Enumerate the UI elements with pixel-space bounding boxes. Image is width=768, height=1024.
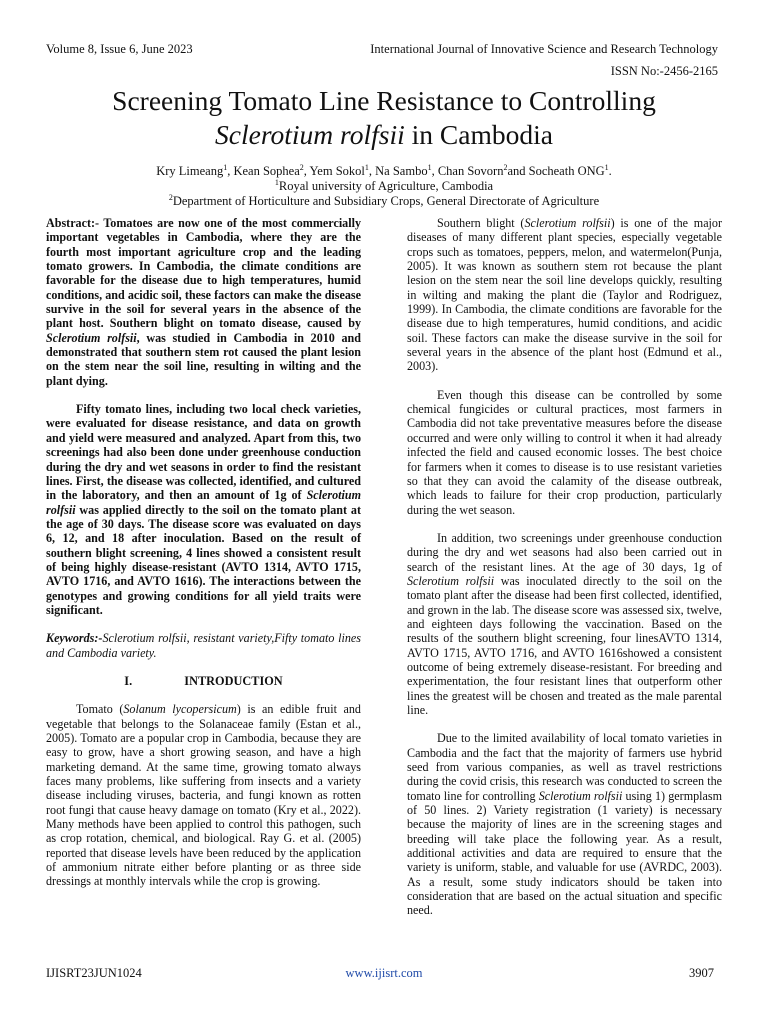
affiliation-2 bbox=[40, 194, 728, 209]
author: , Na Sambo bbox=[368, 164, 428, 178]
section-heading-introduction bbox=[46, 674, 361, 688]
body-paragraph-3: In addition, two screenings under greenhouse conduction during the dry and wet seasons had also been carried out in search of the resistant lines. At the age of 30 days, 1g of Sclerotium rolfsii was inoculated directly to the soil on the tomato plant after the disease had been first collected, identified, and grown in the lab. The disease score was assessed six, twelve, and eighteen days following the vaccination. Based on the results of the southern blight screening, four linesAVTO 1314, AVTO 1715, AVTO 1716, and AVTO 1616showed a consistent outcome of being extremely disease-resistant. For breeding and experimentation, the four resistant lines that outperform other lines the greatest will be chosen and treated as the male parental line. bbox=[407, 530, 723, 717]
affiliation-mark: 2 bbox=[503, 162, 508, 172]
author: , Yem Sokol bbox=[303, 164, 365, 178]
affiliation-mark: 1 bbox=[604, 162, 609, 172]
paper-code: IJISRT23JUN1024 bbox=[46, 966, 142, 980]
journal-url-link[interactable]: www.ijisrt.com bbox=[345, 966, 423, 980]
title-line-2 bbox=[40, 118, 728, 152]
author-end: . bbox=[608, 164, 612, 178]
affiliation-mark: 1 bbox=[274, 177, 279, 187]
section-title: INTRODUCTION bbox=[184, 673, 283, 688]
author: Kry Limeang bbox=[156, 164, 224, 178]
affiliation-mark: 1 bbox=[364, 162, 369, 172]
author: and Socheath ONG bbox=[507, 164, 605, 178]
affiliation-mark: 1 bbox=[223, 162, 228, 172]
title-line-1: Screening Tomato Line Resistance to Controlling bbox=[112, 85, 656, 116]
affiliation-mark: 2 bbox=[168, 192, 173, 202]
section-number: I. bbox=[124, 673, 133, 688]
author: , Kean Sophea bbox=[227, 164, 300, 178]
intro-paragraph-1: Tomato (Solanum lycopersicum) is an edible fruit and vegetable that belongs to the Solanaceae family (Estan et al., 2005). Tomato are a popular crop in Cambodia, because they are easy to grow, have a short growing season, and have a high marketing demand. At the same time, growing tomato always faces many problems, like suffering from insects and a variety disease including viruses, bacteria, and fungi known as rotten root fungi that cause heavy damage on tomato (Kry et al., 2022). Many methods have been applied to control this pathogen, such as crop rotation, chemical, and biological. Ray G. et al. (2005) reported that disease levels have been reduced by the application of ammonium nitrate either before planting or as three side dressings at monthly intervals while the crop is growing. bbox=[46, 702, 361, 889]
author: , Chan Sovorn bbox=[431, 164, 504, 178]
title-tail: in Cambodia bbox=[404, 119, 553, 150]
left-column bbox=[46, 216, 361, 889]
page-number: 3907 bbox=[689, 966, 714, 980]
keywords-label: Keywords:- bbox=[46, 631, 103, 646]
keywords bbox=[46, 631, 361, 660]
affiliation-text: Department of Horticulture and Subsidiary Crops, General Directorate of Agriculture bbox=[172, 194, 600, 208]
title-species: Sclerotium rolfsii bbox=[215, 119, 405, 150]
affiliation-text: Royal university of Agriculture, Cambodia bbox=[278, 179, 494, 193]
keywords-text: Sclerotium rolfsii, resistant variety,Fifty tomato lines and Cambodia variety. bbox=[46, 631, 361, 660]
affiliation-1 bbox=[40, 179, 728, 194]
body-paragraph-1: Southern blight (Sclerotium rolfsii) is one of the major diseases of many different plant species, especially vegetable crops such as tomatoes, peppers, melon, and watermelon(Punja, 2005). It was known as southern stem rot because the plant lesion on the stem near the soil line develops quickly, resulting in wilting and making the plant die (Taylor and Rodriguez, 1999). In Cambodia, the climate conditions are favorable for the disease due to high temperatures, humid conditions, and acidic soil. These factors can make the disease survive in the soil for several years in the absence of the plant host (Edmund et al., 2003). bbox=[407, 216, 722, 374]
author-list bbox=[40, 164, 728, 179]
volume-issue: Volume 8, Issue 6, June 2023 bbox=[46, 42, 193, 56]
author-block bbox=[40, 164, 728, 209]
paper-title bbox=[40, 84, 728, 152]
body-paragraph-4: Due to the limited availability of local tomato varieties in Cambodia and the fact that the majority of farmers use hybrid seed from various companies, as well as travel restrictions during the covid crisis, this research was conducted to screen the tomato line for controlling Sclerotium rolfsii using 1) germplasm of 50 lines. 2) Variety registration (1 variety) is necessary because the majority of lines are in the screening stages and breeding will take place the following year. As a result, additional activities and data are required to ensure that the variety is uniform, stable, and valuable for use (AVRDC, 2003). As a result, some study indicators should be taken into consideration that are based on the actual situation and specific need. bbox=[407, 731, 722, 918]
abstract-paragraph-2: Fifty tomato lines, including two local check varieties, were evaluated for disease resistance, and data on growth and yield were measured and analyzed. Apart from this, two screenings had also been done under greenhouse conduction during the dry and wet seasons in order to find the resistant lines. First, the disease was collected, identified, and cultured in the laboratory, and then an amount of 1g of Sclerotium rolfsii was applied directly to the soil on the tomato plant at the age of 30 days. The disease score was evaluated on days 6, 12, and 18 after inoculation. Based on the result of southern blight screening, 4 lines showed a consistent result of being highly disease-resistant (AVTO 1314, AVTO 1715, AVTO 1716, and AVTO 1616). The interactions between the genotypes and growing conditions for all yield traits were significant. bbox=[46, 402, 361, 617]
body-paragraph-2: Even though this disease can be controlled by some chemical fungicides or cultural practices, most farmers in Cambodia did not take preventative measures before the disease occurred and were only willing to control it when it had already infected the field and caused economic losses. The best choice for farmers when it comes to disease is to use resistant varieties so that they can avoid the calamity of the disease outbreak, which leads to failure for their crop production, particularly during the wet season. bbox=[407, 387, 722, 517]
abstract-paragraph-1: Abstract:- Tomatoes are now one of the most commercially important vegetables in Cambodia, where they are the fourth most important agriculture crop and the leading tomato growers. In Cambodia, the climate conditions are favorable for the disease due to high temperatures, humid conditions, and acidic soil, these factors can make the disease survive in the soil for several years in the absence of the plant host. Southern blight on tomato disease, caused by Sclerotium rolfsii, was studied in Cambodia in 2010 and demonstrated that southern stem rot caused the plant lesion on the stem near the soil line, resulting in wilting and the plant dying. bbox=[46, 216, 361, 388]
right-column bbox=[407, 216, 722, 918]
affiliation-mark: 1 bbox=[427, 162, 432, 172]
issn: ISSN No:-2456-2165 bbox=[610, 64, 718, 78]
affiliation-mark: 2 bbox=[299, 162, 304, 172]
journal-name: International Journal of Innovative Science and Research Technology bbox=[370, 42, 718, 56]
